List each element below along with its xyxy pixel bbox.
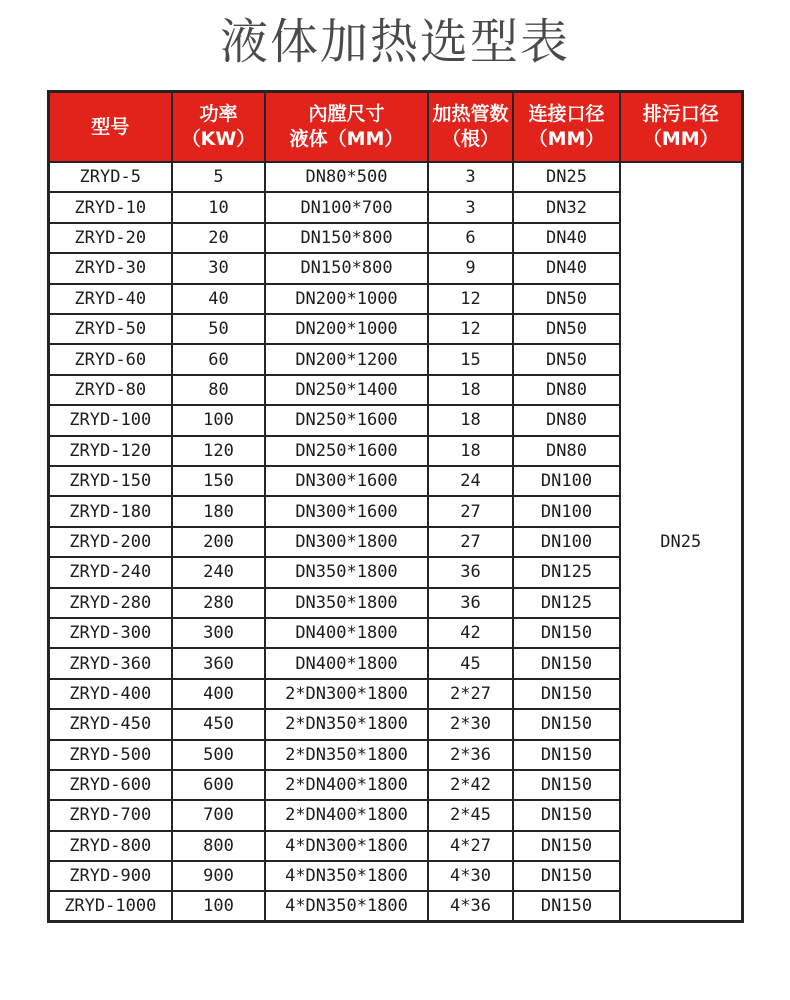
cell-inner-size: 2*DN400*1800 (265, 800, 428, 830)
col-header-power (172, 91, 265, 162)
col-header-tube-count-line2: （根） (441, 127, 499, 150)
cell-model: ZRYD-700 (48, 800, 172, 830)
cell-power: 280 (172, 588, 265, 618)
selection-table (47, 90, 744, 924)
cell-connection-diameter: DN150 (513, 740, 620, 770)
cell-connection-diameter: DN150 (513, 831, 620, 861)
cell-inner-size: DN200*1200 (265, 344, 428, 374)
cell-power: 360 (172, 648, 265, 678)
cell-connection-diameter: DN150 (513, 770, 620, 800)
cell-power: 400 (172, 679, 265, 709)
cell-connection-diameter: DN80 (513, 436, 620, 466)
cell-model: ZRYD-240 (48, 557, 172, 587)
cell-inner-size: DN200*1000 (265, 284, 428, 314)
cell-inner-size: DN350*1800 (265, 557, 428, 587)
cell-power: 100 (172, 405, 265, 435)
cell-model: ZRYD-900 (48, 861, 172, 891)
cell-model: ZRYD-600 (48, 770, 172, 800)
cell-model: ZRYD-5 (48, 162, 172, 192)
cell-connection-diameter: DN100 (513, 466, 620, 496)
cell-inner-size: DN250*1600 (265, 405, 428, 435)
cell-power: 200 (172, 527, 265, 557)
cell-tube-count: 6 (428, 223, 513, 253)
cell-tube-count: 9 (428, 253, 513, 283)
cell-tube-count: 36 (428, 557, 513, 587)
cell-power: 500 (172, 740, 265, 770)
cell-power: 100 (172, 891, 265, 921)
cell-power: 450 (172, 709, 265, 739)
col-header-model (48, 91, 172, 162)
cell-connection-diameter: DN150 (513, 800, 620, 830)
cell-inner-size: DN300*1800 (265, 527, 428, 557)
cell-power: 150 (172, 466, 265, 496)
cell-tube-count: 42 (428, 618, 513, 648)
cell-inner-size: 4*DN350*1800 (265, 861, 428, 891)
cell-power: 120 (172, 436, 265, 466)
cell-power: 20 (172, 223, 265, 253)
cell-model: ZRYD-400 (48, 679, 172, 709)
cell-model: ZRYD-1000 (48, 891, 172, 921)
cell-tube-count: 2*36 (428, 740, 513, 770)
cell-connection-diameter: DN32 (513, 192, 620, 222)
cell-connection-diameter: DN25 (513, 162, 620, 192)
cell-model: ZRYD-120 (48, 436, 172, 466)
cell-power: 80 (172, 375, 265, 405)
cell-tube-count: 4*30 (428, 861, 513, 891)
cell-power: 60 (172, 344, 265, 374)
table-body (48, 162, 742, 922)
cell-power: 10 (172, 192, 265, 222)
cell-drain-diameter-merged: DN25 (620, 162, 742, 922)
cell-power: 700 (172, 800, 265, 830)
col-header-inner-size (265, 91, 428, 162)
cell-power: 800 (172, 831, 265, 861)
col-header-connection-diameter (513, 91, 620, 162)
cell-inner-size: DN300*1600 (265, 496, 428, 526)
cell-tube-count: 3 (428, 192, 513, 222)
cell-inner-size: DN250*1600 (265, 436, 428, 466)
cell-inner-size: DN150*800 (265, 253, 428, 283)
cell-tube-count: 45 (428, 648, 513, 678)
cell-inner-size: 4*DN350*1800 (265, 891, 428, 921)
cell-model: ZRYD-30 (48, 253, 172, 283)
cell-tube-count: 18 (428, 405, 513, 435)
cell-inner-size: DN250*1400 (265, 375, 428, 405)
cell-tube-count: 27 (428, 496, 513, 526)
cell-model: ZRYD-280 (48, 588, 172, 618)
cell-tube-count: 2*45 (428, 800, 513, 830)
cell-power: 30 (172, 253, 265, 283)
col-header-inner-size-line2: 液体（MM） (289, 127, 404, 150)
cell-power: 300 (172, 618, 265, 648)
cell-tube-count: 18 (428, 375, 513, 405)
cell-power: 180 (172, 496, 265, 526)
cell-tube-count: 12 (428, 314, 513, 344)
cell-inner-size: DN150*800 (265, 223, 428, 253)
cell-inner-size: 2*DN300*1800 (265, 679, 428, 709)
cell-power: 40 (172, 284, 265, 314)
cell-model: ZRYD-40 (48, 284, 172, 314)
cell-model: ZRYD-450 (48, 709, 172, 739)
cell-inner-size: DN80*500 (265, 162, 428, 192)
cell-inner-size: 4*DN300*1800 (265, 831, 428, 861)
cell-inner-size: 2*DN400*1800 (265, 770, 428, 800)
cell-tube-count: 27 (428, 527, 513, 557)
cell-inner-size: DN300*1600 (265, 466, 428, 496)
cell-model: ZRYD-50 (48, 314, 172, 344)
cell-model: ZRYD-10 (48, 192, 172, 222)
col-header-connection-diameter-line1: 连接口径 (528, 103, 605, 126)
cell-model: ZRYD-500 (48, 740, 172, 770)
col-header-drain-diameter-line1: 排污口径 (642, 103, 719, 126)
cell-tube-count: 18 (428, 436, 513, 466)
cell-model: ZRYD-80 (48, 375, 172, 405)
cell-tube-count: 12 (428, 284, 513, 314)
col-header-tube-count (428, 91, 513, 162)
cell-model: ZRYD-150 (48, 466, 172, 496)
cell-inner-size: DN100*700 (265, 192, 428, 222)
cell-connection-diameter: DN150 (513, 648, 620, 678)
cell-inner-size: DN200*1000 (265, 314, 428, 344)
cell-connection-diameter: DN100 (513, 527, 620, 557)
cell-power: 900 (172, 861, 265, 891)
cell-model: ZRYD-20 (48, 223, 172, 253)
cell-model: ZRYD-60 (48, 344, 172, 374)
page-title: 液体加热选型表 (219, 14, 570, 70)
cell-tube-count: 2*30 (428, 709, 513, 739)
cell-model: ZRYD-300 (48, 618, 172, 648)
col-header-drain-diameter-line2: （MM） (642, 127, 719, 150)
cell-tube-count: 4*36 (428, 891, 513, 921)
cell-connection-diameter: DN150 (513, 679, 620, 709)
cell-connection-diameter: DN150 (513, 891, 620, 921)
col-header-power-line2: （KW） (181, 127, 256, 150)
cell-connection-diameter: DN150 (513, 618, 620, 648)
col-header-power-line1: 功率 (199, 103, 238, 126)
cell-inner-size: DN400*1800 (265, 648, 428, 678)
cell-model: ZRYD-100 (48, 405, 172, 435)
cell-connection-diameter: DN40 (513, 223, 620, 253)
cell-inner-size: DN400*1800 (265, 618, 428, 648)
cell-connection-diameter: DN50 (513, 284, 620, 314)
cell-connection-diameter: DN50 (513, 314, 620, 344)
cell-tube-count: 2*27 (428, 679, 513, 709)
cell-tube-count: 15 (428, 344, 513, 374)
col-header-model-line1: 型号 (91, 115, 130, 138)
cell-connection-diameter: DN100 (513, 496, 620, 526)
cell-model: ZRYD-360 (48, 648, 172, 678)
col-header-connection-diameter-line2: （MM） (528, 127, 605, 150)
cell-connection-diameter: DN80 (513, 375, 620, 405)
col-header-drain-diameter (620, 91, 742, 162)
cell-connection-diameter: DN50 (513, 344, 620, 374)
cell-tube-count: 36 (428, 588, 513, 618)
col-header-tube-count-line1: 加热管数 (432, 103, 509, 126)
cell-tube-count: 2*42 (428, 770, 513, 800)
cell-model: ZRYD-800 (48, 831, 172, 861)
col-header-inner-size-line1: 內膛尺寸 (308, 103, 385, 126)
cell-connection-diameter: DN80 (513, 405, 620, 435)
cell-model: ZRYD-200 (48, 527, 172, 557)
cell-power: 5 (172, 162, 265, 192)
cell-connection-diameter: DN125 (513, 557, 620, 587)
table-row (48, 162, 742, 192)
cell-connection-diameter: DN125 (513, 588, 620, 618)
cell-power: 600 (172, 770, 265, 800)
cell-tube-count: 3 (428, 162, 513, 192)
cell-inner-size: 2*DN350*1800 (265, 740, 428, 770)
cell-power: 240 (172, 557, 265, 587)
cell-connection-diameter: DN40 (513, 253, 620, 283)
cell-model: ZRYD-180 (48, 496, 172, 526)
cell-tube-count: 24 (428, 466, 513, 496)
cell-connection-diameter: DN150 (513, 709, 620, 739)
cell-tube-count: 4*27 (428, 831, 513, 861)
cell-connection-diameter: DN150 (513, 861, 620, 891)
cell-power: 50 (172, 314, 265, 344)
cell-inner-size: DN350*1800 (265, 588, 428, 618)
cell-inner-size: 2*DN350*1800 (265, 709, 428, 739)
header-row (48, 91, 742, 162)
